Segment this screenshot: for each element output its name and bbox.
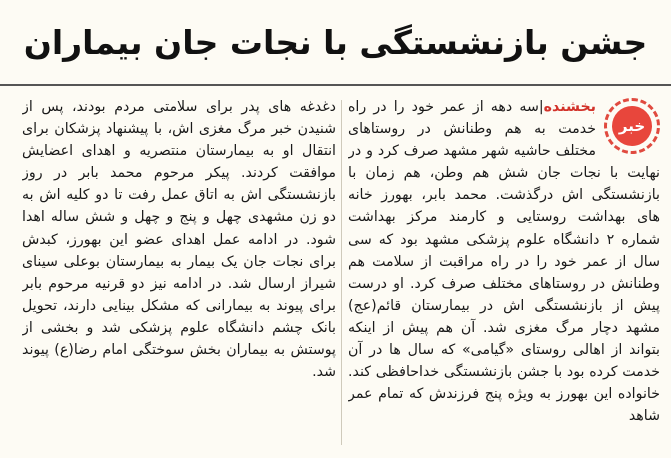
dateline-separator: | — [538, 99, 544, 115]
article-column-left — [22, 96, 336, 454]
column-separator — [341, 100, 342, 445]
headline-divider — [0, 84, 671, 86]
news-badge — [604, 98, 660, 154]
article-column-right — [348, 96, 660, 454]
news-badge-label: خبر — [612, 106, 652, 146]
dateline-city: بخشنده — [543, 99, 596, 115]
article-headline: جشن بازنشستگی با نجات جان بیماران — [23, 22, 648, 62]
article-body-right: سه دهه از عمر خود را در راه خدمت به هم وطنانش در روستاهای مختلف حاشیه شهر مشهد صرف کرد و در نهایت با نجات جان شش هم وطن، هم زمان با بازنشستگی اش درگذشت. محمد بابر، بهورز خانه های بهداشت روستایی و کارمند مرکز بهداشت شماره ۲ دانشگاه علوم پزشکی مشهد بود که سی سال از عمر خود را در راه مراقبت از سلامت هم وطنانش در روستاهای مختلف صرف کرد. او درست پیش از بازنشستگی اش در بیمارستان قائم(عج) مشهد دچار مرگ مغزی شد. آن هم پیش از اینکه بتواند از اهالی روستای «گیامی» که سال ها در آن خدمت کرده بود با جشن بازنشستگی خداحافظی کند. خانواده این بهورز به ویژه پنج فرزندش که تمام عمر شاهد — [348, 99, 660, 425]
article-body-left: دغدغه های پدر برای سلامتی مردم بودند، پس از شنیدن خبر مرگ مغزی اش، با پیشنهاد پزشکان برای انتقال او به بیمارستان منتصریه و اهدای اعضایش موافقت کردند. پیکر مرحوم محمد بابر در روز بازنشستگی اش به اتاق عمل رفت تا دو کلیه اش به دو زن مشهدی چهل و پنج و چهل و شش ساله اهدا شود. در ادامه عمل اهدای عضو این بهورز، کبدش برای نجات جان یک بیمار به بیمارستان بوعلی سینای شیراز ارسال شد. در ادامه نیز دو قرنیه مرحوم بابر برای پیوند به بیمارانی که مشکل بینایی دارند، تحویل بانک چشم دانشگاه علوم پزشکی شد و بخشی از پوستش به بیماران بخش سوختگی امام رضا(ع) پیوند شد. — [22, 99, 336, 381]
